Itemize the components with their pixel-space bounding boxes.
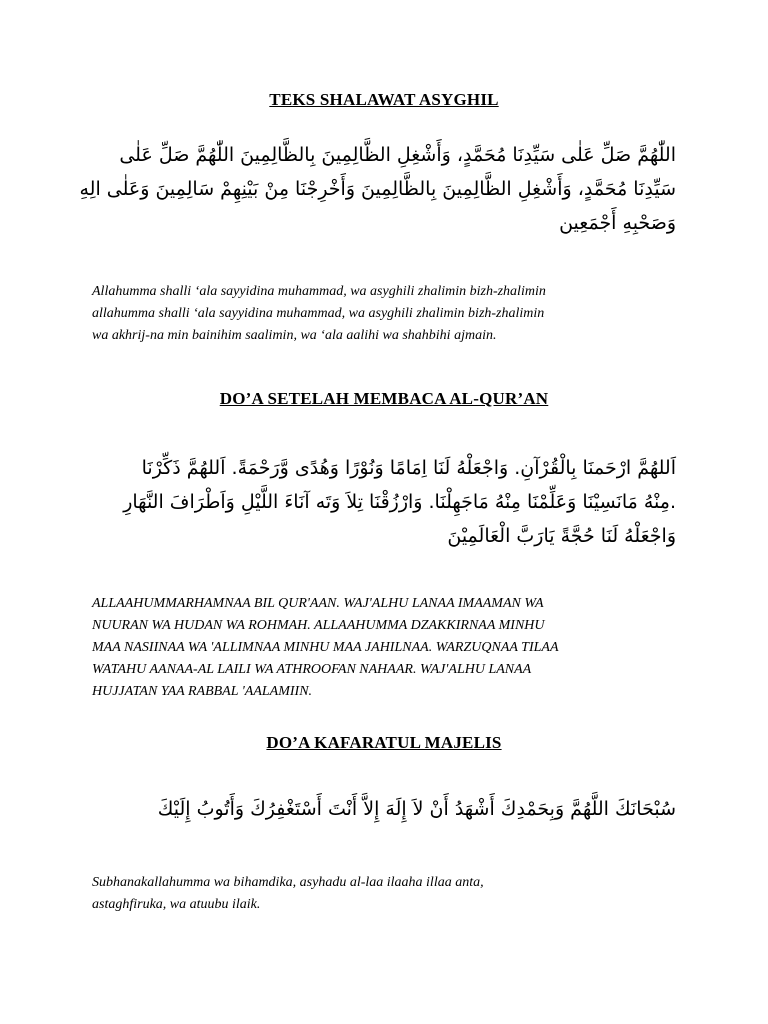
arabic-line: .مِنْهُ مَانَسِيْنَا وَعَلِّمْنَا مِنْهُ مَاجَهِلْنَا. وَارْزُقْنَا تِلاَ وَتَه آنَاءَ اللَّيْلِ وَاَطْرَافَ النَّهَارِ [123,491,676,513]
transliteration-line: ALLAAHUMMARHAMNAA BIL QUR'AAN. WAJ'ALHU LANAA IMAAMAN WA [92,596,544,611]
arabic-line: سَيِّدِنَا مُحَمَّدٍ، وَأَشْغِلِ الظَّالِمِينَ بِالظَّالِمِينَ وَأَخْرِجْنَا مِنْ بَيْنِهِمْ سَالِمِينَ وَعَلٰى الِهِ [79,178,676,200]
section-heading-shalawat-asyghil: TEKS SHALAWAT ASYGHIL [269,90,499,109]
transliteration-line: allahumma shalli ‘ala sayyidina muhammad, wa asyghili zhalimin bizh-zhalimin [92,306,545,321]
arabic-line: وَصَحْبِهِ أَجْمَعِين [559,212,676,234]
arabic-text-shalawat-asyghil [76,138,676,240]
transliteration-doa-kafaratul-majelis [92,872,692,916]
transliteration-line: MAA NASIINAA WA 'ALLIMNAA MINHU MAA JAHILNAA. WARZUQNAA TILAA [92,640,559,655]
section-heading-doa-kafaratul-majelis: DO’A KAFARATUL MAJELIS [266,733,502,752]
transliteration-line: astaghfiruka, wa atuubu ilaik. [92,897,261,912]
arabic-text-doa-setelah-membaca-quran [76,451,676,553]
transliteration-line: Subhanakallahumma wa bihamdika, asyhadu al-laa ilaaha illaa anta, [92,875,484,890]
arabic-line: وَاجْعَلْهُ لَنَا حُجَّةً يَارَبَّ الْعَالَمِيْنَ [447,525,676,547]
arabic-text-doa-kafaratul-majelis [76,792,676,826]
arabic-line: اَللهُمَّ ارْحَمنَا بِالْقُرْآنِ. وَاجْعَلْهُ لَنَا اِمَامًا وَنُوْرًا وَهُدًى وَّرَحْمَةً. اَللهُمَّ ذَكِّرْنَا [141,457,676,479]
arabic-line: سُبْحَانَكَ اللَّهُمَّ وَبِحَمْدِكَ أَشْهَدُ أَنْ لاَ إِلَهَ إِلاَّ أَنْتَ أَسْتَغْفِرُكَ وَأَتُوبُ إِلَيْكَ [157,798,676,820]
transliteration-doa-setelah-membaca-quran [92,593,692,703]
transliteration-line: Allahumma shalli ‘ala sayyidina muhammad, wa asyghili zhalimin bizh-zhalimin [92,284,546,299]
transliteration-shalawat-asyghil [92,281,692,347]
transliteration-line: WATAHU AANAA-AL LAILI WA ATHROOFAN NAHAAR. WAJ'ALHU LANAA [92,662,532,677]
transliteration-line: wa akhrij-na min bainihim saalimin, wa ‘ala aalihi wa shahbihi ajmain. [92,328,497,343]
arabic-line: اللّٰهُمَّ صَلِّ عَلٰى سَيِّدِنَا مُحَمَّدٍ، وَأَشْغِلِ الظَّالِمِينَ بِالظَّالِمِينَ اللّٰهُمَّ صَلِّ عَلٰى [119,144,676,166]
section-heading-doa-setelah-membaca-quran: DO’A SETELAH MEMBACA AL-QUR’AN [219,389,549,408]
transliteration-line: NUURAN WA HUDAN WA ROHMAH. ALLAAHUMMA DZAKKIRNAA MINHU [92,618,545,633]
transliteration-line: HUJJATAN YAA RABBAL 'AALAMIIN. [92,684,313,699]
